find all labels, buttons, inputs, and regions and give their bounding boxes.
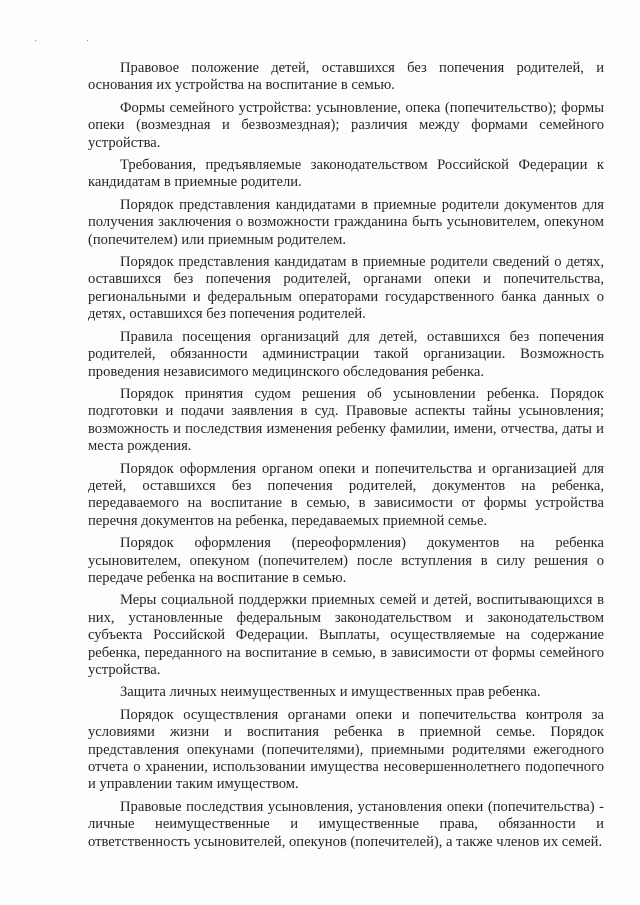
document-body [88, 60, 604, 856]
paragraph: Правовое положение детей, оставшихся без попечения родителей, и основания их устройства на воспитание в семью. [88, 60, 604, 94]
scan-speck: · [34, 36, 38, 47]
paragraph: Порядок принятия судом решения об усыновлении ребенка. Порядок подготовки и подачи заявления в суд. Правовые аспекты тайны усыновления; возможность и последствия изменения ребенку фамилии, имени, отчества, даты и места рождения. [88, 385, 604, 455]
paragraph: Правовые последствия усыновления, установления опеки (попечительства) - личные неимущественные и имущественные права, обязанности и ответственность усыновителей, опекунов (попечителей), а также членов их семей. [88, 798, 604, 850]
paragraph: Формы семейного устройства: усыновление, опека (попечительство); формы опеки (возмездная и безвозмездная); различия между формами семейного устройства. [88, 99, 604, 151]
paragraph: Правила посещения организаций для детей, оставшихся без попечения родителей, обязанности администрации такой организации. Возможность проведения независимого медицинского обследования ребенка. [88, 328, 604, 380]
paragraph: Порядок представления кандидатам в приемные родители сведений о детях, оставшихся без попечения родителей, органами опеки и попечительства, региональными и федеральным операторами государственного банка данных о детях, оставшихся без попечения родителей. [88, 254, 604, 323]
paragraph: Защита личных неимущественных и имущественных прав ребенка. [120, 684, 541, 701]
paragraph: Меры социальной поддержки приемных семей и детей, воспитывающихся в них, установленные федеральным законодательством и законодательством субъекта Российской Федерации. Выплаты, осуществляемые на содержание ребенка, переданного на воспитание в семью, в зависимости от формы семейного устройства. [88, 592, 604, 678]
paragraph: Порядок оформления органом опеки и попечительства и организацией для детей, оставшихся без попечения родителей, документов на ребенка, передаваемого на воспитание в семью, в зависимости от формы устройства перечня документов на ребенка, передаваемых приемной семье. [88, 460, 604, 529]
paragraph: Порядок представления кандидатами в приемные родители документов для получения заключения о возможности гражданина быть усыновителем, опекуном (попечителем) или приемным родителем. [88, 196, 604, 248]
paragraph: Порядок оформления (переоформления) документов на ребенка усыновителем, опекуном (попечителем) после вступления в силу решения о передаче ребенка на воспитание в семью. [88, 535, 604, 586]
paragraph: Порядок осуществления органами опеки и попечительства контроля за условиями жизни и воспитания ребенка в приемной семье. Порядок представления опекунами (попечителями), приемными родителями ежегодного отчета о хранении, использовании имущества несовершеннолетнего подопечного и управлении таким имуществом. [88, 706, 604, 793]
scan-speck: · [86, 36, 90, 47]
paragraph: Требования, предъявляемые законодательством Российской Федерации к кандидатам в приемные родители. [88, 157, 604, 191]
